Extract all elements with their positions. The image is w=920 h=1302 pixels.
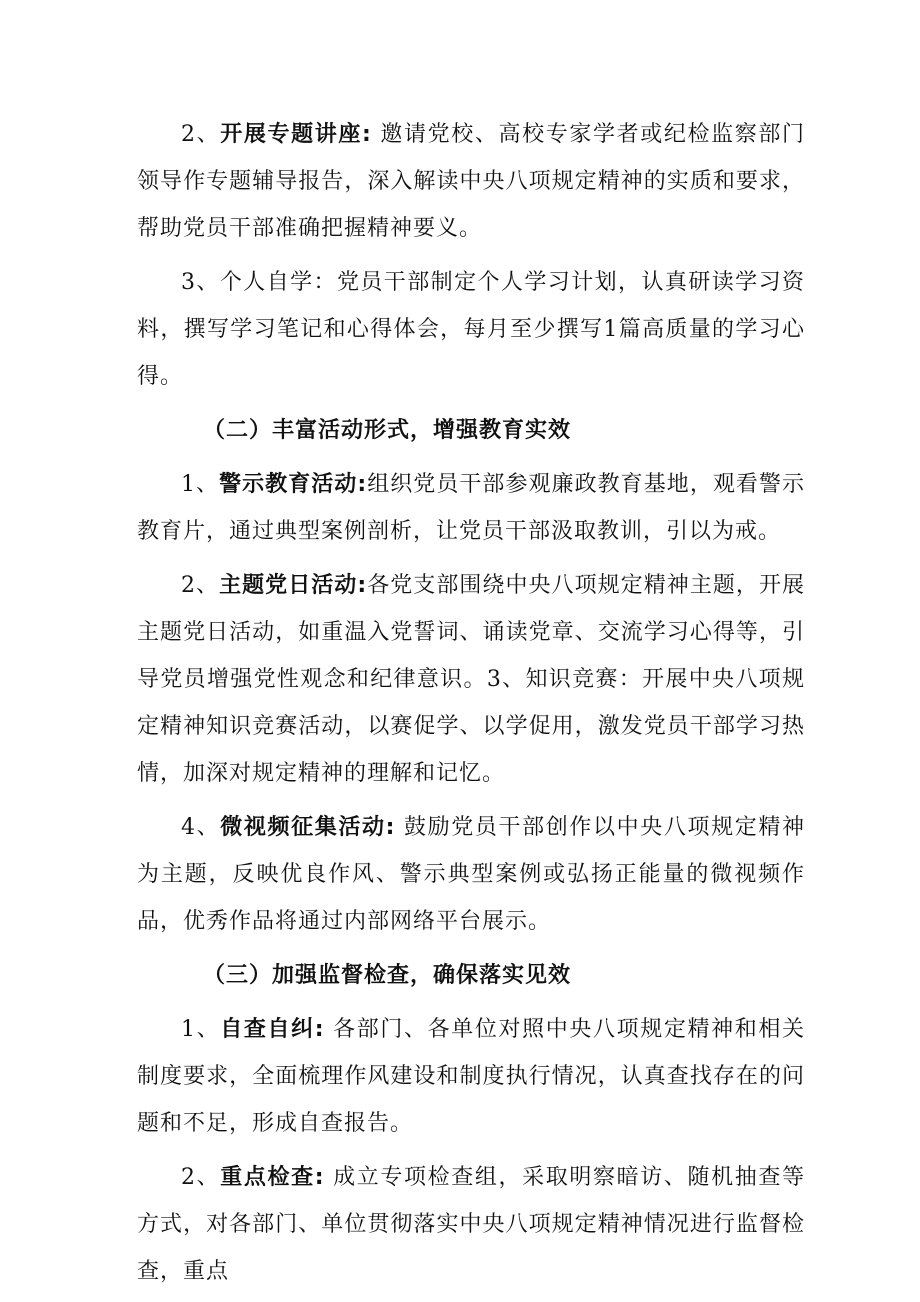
item-label: 重点检查 — [220, 1165, 315, 1190]
item-text: 各党支部围绕中央八项规定精神主题，开展主题党日活动，如重温入党誓词、诵读党章、交流学习心得等，引导党员增强党性观念和纪律意识。3、知识竞赛：开展中央八项规定精神知识竞赛活动，以赛促学、以学促用，激发党员干部学习热情，加深对规定精神的理解和记忆。 — [137, 573, 805, 786]
document-body — [137, 111, 805, 1302]
item-separator: : — [361, 122, 372, 147]
paragraph-warning-education — [137, 461, 805, 555]
item-text: 邀请党校、高校专家学者或纪检监察部门领导作专题辅导报告，深入解读中央八项规定精神的实质和要求，帮助党员干部准确把握精神要义。 — [137, 122, 805, 241]
item-separator: : — [357, 472, 368, 497]
section-heading-activities — [137, 407, 805, 454]
item-text: 成立专项检查组，采取明察暗访、随机抽查等方式，对各部门、单位贯彻落实中央八项规定精神情况进行监督检查，重点 — [137, 1165, 805, 1284]
paragraph-self-inspection — [137, 1006, 805, 1147]
item-number: 1、 — [181, 472, 220, 497]
item-number: 4、 — [181, 815, 221, 840]
item-text: 各部门、各单位对照中央八项规定精神和相关制度要求，全面梳理作风建设和制度执行情况，认真查找存在的问题和不足，形成自查报告。 — [137, 1017, 805, 1136]
item-label: 开展专题讲座 — [220, 122, 362, 147]
paragraph-key-inspection — [137, 1154, 805, 1295]
section-heading-supervision — [137, 952, 805, 999]
paragraph-micro-video — [137, 804, 805, 945]
paragraph-text: 3、个人自学：党员干部制定个人学习计划，认真研读学习资料，撰写学习笔记和心得体会，每月至少撰写1篇高质量的学习心得。 — [137, 270, 805, 389]
item-text: 组织党员干部参观廉政教育基地，观看警示教育片，通过典型案例剖析，让党员干部汲取教训，引以为戒。 — [137, 472, 805, 544]
heading-text: （三）加强监督检查，确保落实见效 — [203, 963, 572, 988]
item-label: 自查自纠 — [220, 1017, 315, 1042]
paragraph-self-study — [137, 259, 805, 400]
item-separator: : — [314, 1165, 325, 1190]
item-separator: : — [385, 815, 396, 840]
heading-text: （二）丰富活动形式，增强教育实效 — [203, 418, 572, 443]
item-label: 微视频征集活动 — [220, 815, 386, 840]
item-separator: : — [357, 573, 368, 598]
item-number: 1、 — [181, 1017, 221, 1042]
item-number: 2、 — [181, 122, 221, 147]
item-label: 主题党日活动 — [219, 573, 358, 598]
item-label: 警示教育活动 — [219, 472, 358, 497]
paragraph-party-day — [137, 562, 805, 797]
item-text: 鼓励党员干部创作以中央八项规定精神为主题，反映优良作风、警示典型案例或弘扬正能量的微视频作品，优秀作品将通过内部网络平台展示。 — [137, 815, 805, 934]
item-number: 2、 — [181, 573, 220, 598]
item-separator: : — [314, 1017, 325, 1042]
item-number: 2、 — [181, 1165, 221, 1190]
paragraph-topic-lecture — [137, 111, 805, 252]
